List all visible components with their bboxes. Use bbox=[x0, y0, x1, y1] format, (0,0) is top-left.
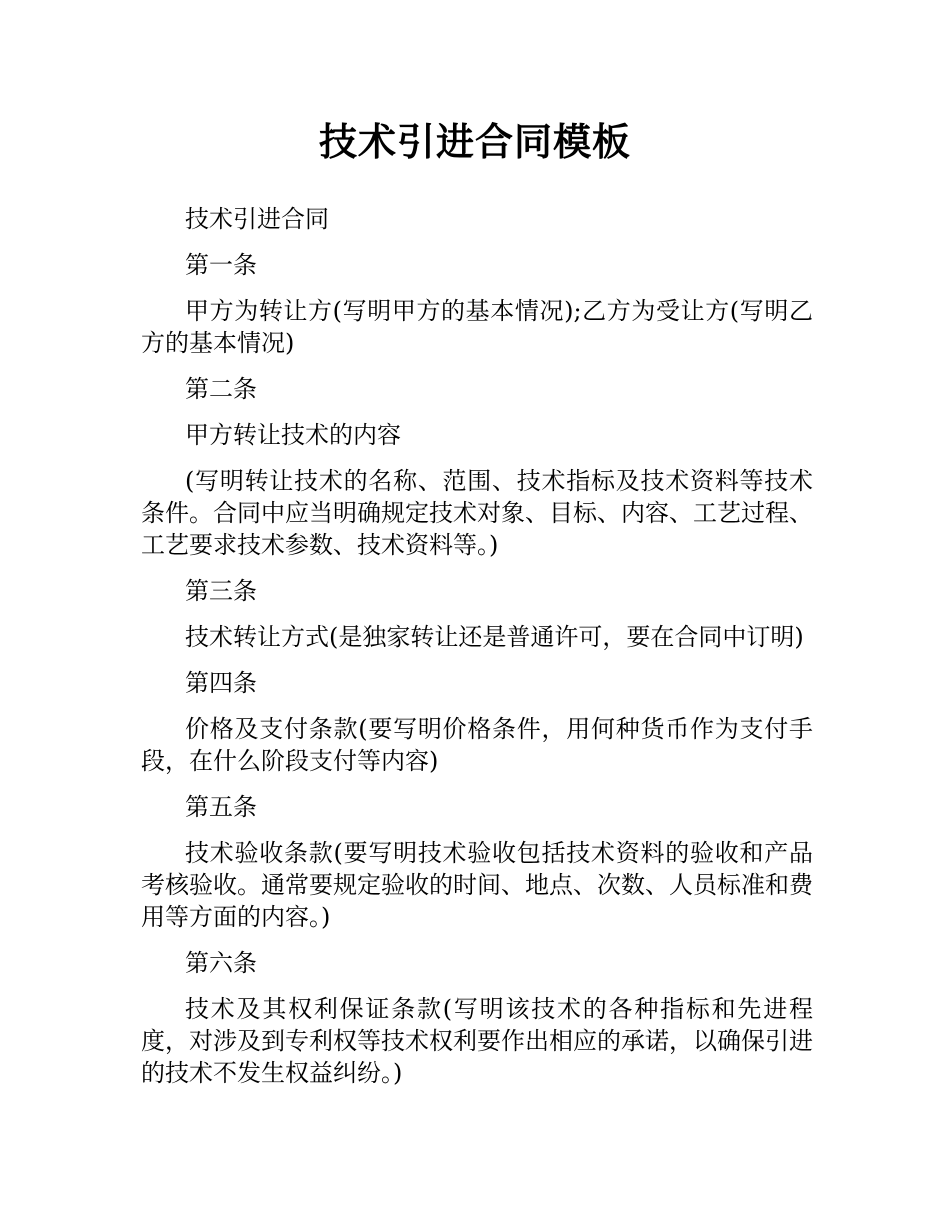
article-2-detail: (写明转让技术的名称、范围、技术指标及技术资料等技术条件。合同中应当明确规定技术对象、目标、内容、工艺过程、工艺要求技术参数、技术资料等。) bbox=[141, 467, 813, 559]
article-5-heading: 第五条 bbox=[185, 793, 257, 821]
article-1-heading: 第一条 bbox=[185, 251, 257, 279]
article-4-text: 价格及支付条款(要写明价格条件，用何种货币作为支付手段，在什么阶段支付等内容) bbox=[141, 715, 813, 775]
article-6-text: 技术及其权利保证条款(写明该技术的各种指标和先进程度，对涉及到专利权等技术权利要作出相应的承诺，以确保引进的技术不发生权益纠纷。) bbox=[141, 995, 813, 1087]
article-2-text: 甲方转让技术的内容 bbox=[185, 421, 401, 449]
article-1-text: 甲方为转让方(写明甲方的基本情况);乙方为受让方(写明乙方的基本情况) bbox=[141, 297, 813, 357]
document-body bbox=[141, 203, 813, 1103]
article-4-heading: 第四条 bbox=[185, 669, 257, 697]
article-3-heading: 第三条 bbox=[185, 577, 257, 605]
document-title: 技术引进合同模板 bbox=[318, 120, 631, 164]
article-2-heading: 第二条 bbox=[185, 375, 257, 403]
paragraph-contract-heading: 技术引进合同 bbox=[185, 205, 329, 233]
article-3-text: 技术转让方式(是独家转让还是普通许可，要在合同中订明) bbox=[185, 623, 804, 651]
article-6-heading: 第六条 bbox=[185, 949, 257, 977]
article-5-text: 技术验收条款(要写明技术验收包括技术资料的验收和产品考核验收。通常要规定验收的时间、地点、次数、人员标准和费用等方面的内容。) bbox=[141, 839, 813, 931]
